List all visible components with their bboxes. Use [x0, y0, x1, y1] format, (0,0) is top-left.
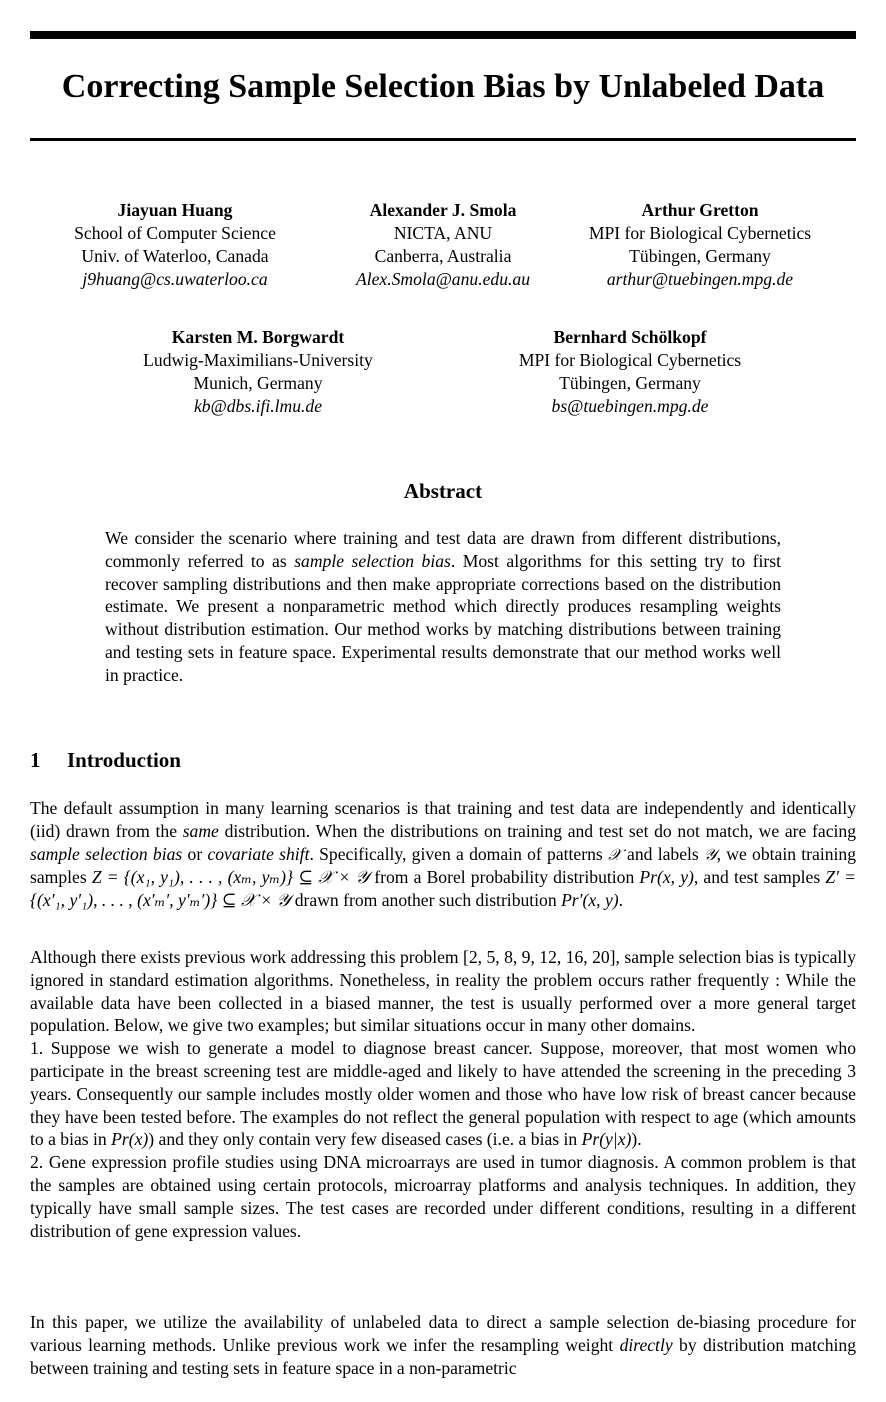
- math-symbol: 𝒳: [608, 844, 622, 864]
- author-affiliation: MPI for Biological Cybernetics: [588, 223, 812, 243]
- author-affiliation: Ludwig-Maximilians-University: [143, 350, 373, 370]
- math-symbol: 𝒴: [704, 844, 717, 864]
- author-location: Canberra, Australia: [374, 246, 512, 266]
- section-heading: [30, 746, 181, 774]
- list-item: [30, 1037, 856, 1151]
- author-name: Bernhard Schölkopf: [553, 327, 707, 347]
- author-location: Tübingen, Germany: [629, 246, 771, 266]
- author-block: [108, 326, 408, 418]
- author-name: Alexander J. Smola: [369, 200, 517, 220]
- text-span: , and test samples: [693, 867, 826, 888]
- emphasis: directly: [619, 1334, 673, 1355]
- abstract-text: [105, 527, 781, 687]
- math-expression: Pr(y|x): [581, 1129, 632, 1150]
- abstract-emphasis: sample selection bias: [294, 550, 451, 571]
- author-email: kb@dbs.ifi.lmu.de: [193, 396, 323, 416]
- math-expression: Z = {(x₁, y₁), . . . , (xₘ, yₘ)} ⊆ 𝒳 × 𝒴: [91, 867, 370, 888]
- paragraph: [30, 946, 856, 1242]
- text-span: or: [182, 843, 208, 864]
- text-span: by distribution matching between training and testing sets in feature space in a non-parametric: [30, 1334, 856, 1378]
- math-expression: Z′ = {(x′₁, y′₁), . . . , (x′ₘ′, y′ₘ′)} ⊆ 𝒳 × 𝒴: [30, 867, 856, 911]
- author-email: bs@tuebingen.mpg.de: [551, 396, 709, 416]
- math-expression: Pr(x): [111, 1129, 149, 1150]
- list-item: 2. Gene expression profile studies using DNA microarrays are used in tumor diagnosis. A common problem is that the samples are obtained using certain protocols, microarray platforms and analysis techniques. In addition, they typically have small sample sizes. The test cases are recorded under different conditions, resulting in a different distribution of gene expression values.: [30, 1152, 856, 1241]
- paragraph: [30, 797, 856, 912]
- paper-title: Correcting Sample Selection Bias by Unlabeled Data: [61, 68, 825, 105]
- math-expression: Pr(x, y): [639, 867, 694, 888]
- author-name: Jiayuan Huang: [117, 200, 233, 220]
- author-name: Arthur Gretton: [641, 200, 759, 220]
- author-block: [306, 199, 580, 291]
- text-span: In this paper, we utilize the availability of unlabeled data to direct a sample selection de-biasing procedure for various learning methods. Unlike previous work we infer the resampling weight: [30, 1312, 856, 1355]
- section-title: Introduction: [67, 748, 181, 772]
- abstract-heading: Abstract: [403, 479, 483, 503]
- text-span: .: [618, 890, 624, 911]
- author-email: j9huang@cs.uwaterloo.ca: [82, 269, 268, 289]
- abstract-span: . Most algorithms for this setting try to first recover sampling distributions and then make appropriate corrections based on the distribution estimate. We present a nonparametric method which directly produces resampling weights without distribution estimation. Our method works by matching distributions between training and testing sets in feature space. Experimental results demonstrate that our method works well in practice.: [105, 550, 781, 685]
- author-block: [480, 326, 780, 418]
- text-span: 1. Suppose we wish to generate a model to diagnose breast cancer. Suppose, moreover, that most women who participate in the breast screening test are middle-aged and likely to have attended the screening in the preceding 3 years. Consequently our sample includes mostly older women and those who have low risk of breast cancer because they have been tested before. The examples do not reflect the general population with respect to age (which amounts to a bias in: [30, 1038, 856, 1150]
- text-span: distribution. When the distributions on training and test set do not match, we are facing: [218, 820, 856, 841]
- author-affiliation: MPI for Biological Cybernetics: [518, 350, 742, 370]
- text-span: drawn from another such distribution: [290, 890, 562, 911]
- text-span: ) and they only contain very few diseased cases (i.e. a bias in: [148, 1129, 582, 1150]
- paragraph-text: Although there exists previous work addressing this problem [2, 5, 8, 9, 12, 16, 20], sample selection bias is typically ignored in standard estimation algorithms. Nonetheless, in reality the problem occurs rather frequently : While the available data have been collected in a biased manner, the test is usually performed over a more general target population. Below, we give two examples; but similar situations occur in many other domains.: [30, 947, 856, 1036]
- author-block: [560, 199, 840, 291]
- author-block: [40, 199, 310, 291]
- author-email: arthur@tuebingen.mpg.de: [606, 269, 794, 289]
- text-span: , we obtain training samples: [30, 843, 856, 888]
- paragraph: [30, 1311, 856, 1379]
- text-span: and labels: [621, 843, 705, 864]
- math-expression: Pr′(x, y): [561, 890, 619, 911]
- emphasis: sample selection bias: [30, 843, 183, 864]
- author-location: Munich, Germany: [193, 373, 323, 393]
- author-name: Karsten M. Borgwardt: [171, 327, 345, 347]
- section-number: 1: [30, 748, 41, 772]
- text-span: from a Borel probability distribution: [369, 867, 640, 888]
- author-location: Tübingen, Germany: [559, 373, 701, 393]
- author-affiliation: NICTA, ANU: [393, 223, 493, 243]
- emphasis: covariate shift: [207, 843, 310, 864]
- author-email: Alex.Smola@anu.edu.au: [355, 269, 530, 289]
- title-rule-top: [30, 31, 856, 39]
- author-affiliation: School of Computer Science: [74, 223, 276, 243]
- emphasis: same: [182, 820, 219, 841]
- author-location: Univ. of Waterloo, Canada: [81, 246, 269, 266]
- text-span: . Specifically, given a domain of patterns: [309, 843, 609, 864]
- title-rule-bottom: [30, 138, 856, 141]
- abstract-span: We consider the scenario where training and test data are drawn from different distributions, commonly referred to as: [105, 528, 781, 571]
- text-span: The default assumption in many learning scenarios is that training and test data are independently and identically (iid) drawn from the: [30, 798, 856, 841]
- text-span: ).: [631, 1129, 642, 1150]
